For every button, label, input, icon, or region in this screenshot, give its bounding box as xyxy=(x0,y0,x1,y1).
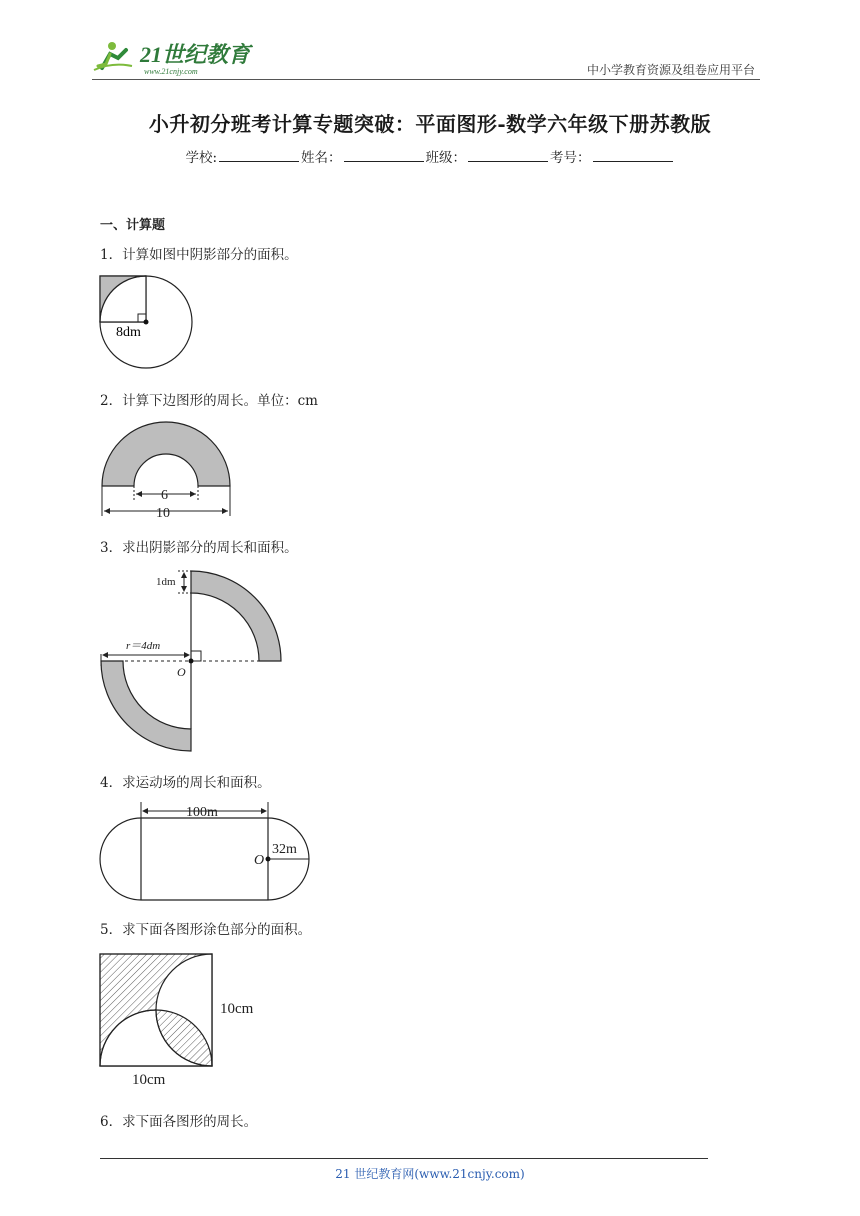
question-1: 1．计算如图中阴影部分的面积。 xyxy=(100,247,298,263)
student-info-line xyxy=(0,146,860,166)
label-radius: r＝4dm xyxy=(126,640,161,652)
label-10: 10 xyxy=(156,506,170,520)
figure-q3 xyxy=(96,566,288,756)
school-label: 学校: xyxy=(185,150,218,166)
name-blank[interactable] xyxy=(344,148,424,162)
footer-link[interactable]: 21 世纪教育网(www.21cnjy.com) xyxy=(335,1167,525,1181)
question-3: 3．求出阴影部分的周长和面积。 xyxy=(100,540,298,556)
label-o: O xyxy=(254,853,265,868)
label-100m: 100m xyxy=(186,805,218,820)
school-blank[interactable] xyxy=(219,148,299,162)
question-5: 5．求下面各图形涂色部分的面积。 xyxy=(100,922,312,938)
label-bottom-10cm: 10cm xyxy=(132,1072,166,1088)
question-4: 4．求运动场的周长和面积。 xyxy=(100,775,271,791)
figure-q2 xyxy=(96,418,236,524)
platform-name: 中小学教育资源及组卷应用平台 xyxy=(586,63,755,77)
exam-no-blank[interactable] xyxy=(593,148,673,162)
label-side-10cm: 10cm xyxy=(220,1001,254,1017)
exam-no-label: 考号： xyxy=(550,150,591,166)
header-divider xyxy=(92,79,760,80)
page-title: 小升初分班考计算专题突破：平面图形-数学六年级下册苏教版 xyxy=(148,112,712,136)
label-1dm: 1dm xyxy=(156,576,176,588)
logo-url: www.21cnjy.com xyxy=(144,67,198,76)
footer-divider xyxy=(100,1158,708,1159)
label-o: O xyxy=(177,665,186,679)
question-6: 6．求下面各图形的周长。 xyxy=(100,1114,258,1130)
label-32m: 32m xyxy=(272,842,297,857)
question-2: 2．计算下边图形的周长。单位：cm xyxy=(100,393,318,409)
figure-q1 xyxy=(96,272,196,376)
label-8dm: 8dm xyxy=(116,325,141,340)
logo-text: 21世纪教育 xyxy=(140,42,251,67)
section-title: 一、计算题 xyxy=(100,218,166,233)
figure-q4 xyxy=(96,800,316,908)
name-label: 姓名： xyxy=(301,150,342,166)
figure-q5 xyxy=(96,948,266,1094)
site-logo xyxy=(92,36,262,80)
label-6: 6 xyxy=(161,488,168,503)
class-blank[interactable] xyxy=(468,148,548,162)
class-label: 班级： xyxy=(425,150,467,166)
